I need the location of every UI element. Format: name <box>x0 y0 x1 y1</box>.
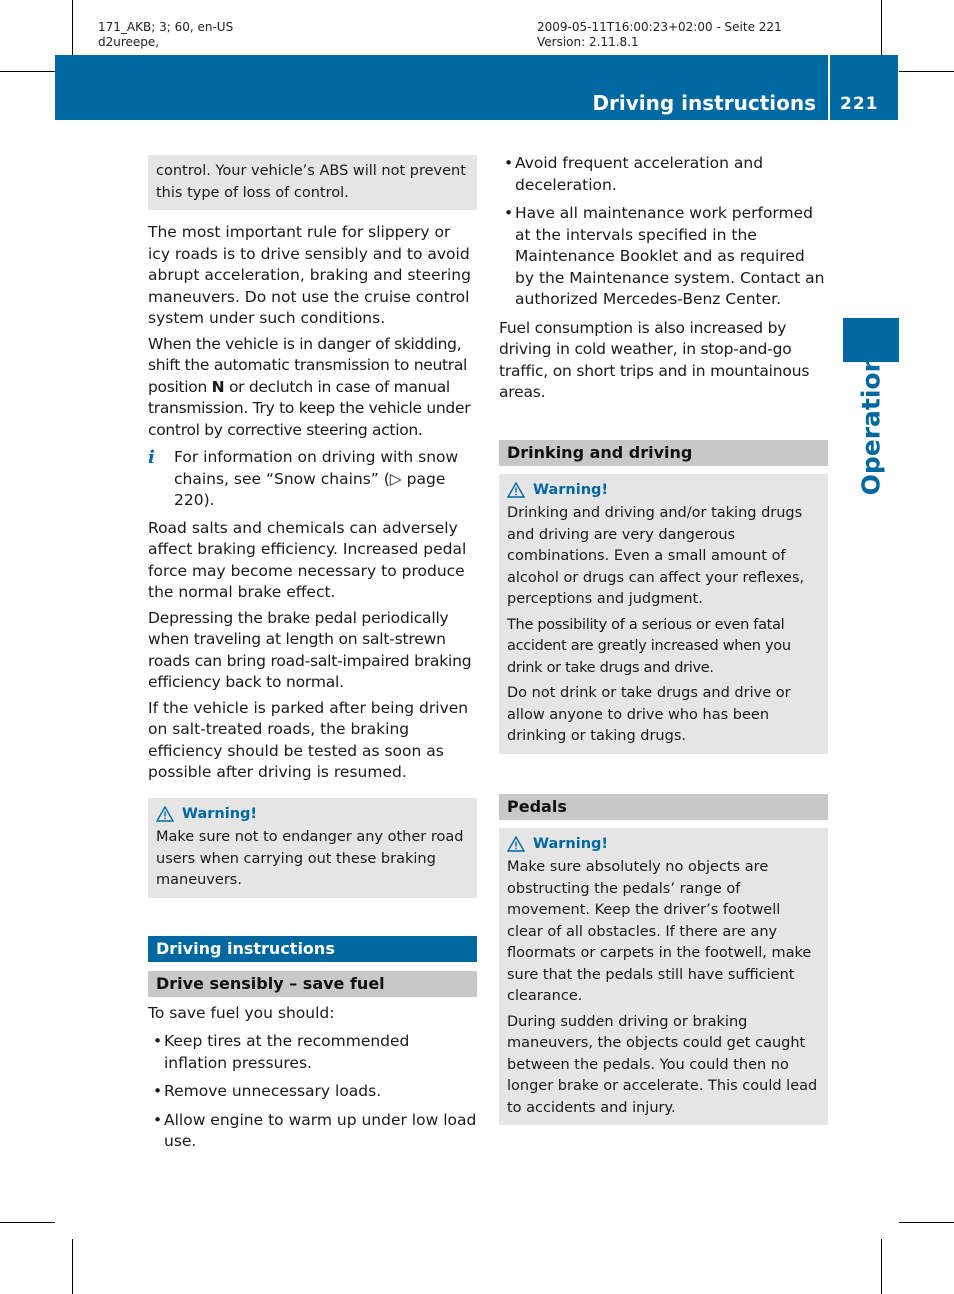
crop-mark <box>881 1239 882 1294</box>
warning-text: Drinking and driving and/or taking drugs and driving are very dangerous combinations. Even a small amount of alcohol or drugs can affect your reflexes, perceptions and judgment. <box>507 505 805 607</box>
crop-mark <box>72 1239 73 1294</box>
warning-triangle-icon <box>507 836 525 852</box>
crop-mark <box>899 71 954 72</box>
warning-title: Warning! <box>533 835 609 852</box>
crop-mark <box>899 1222 954 1223</box>
continued-warning-box <box>148 155 477 210</box>
warning-triangle-icon <box>156 806 174 822</box>
warning-box <box>499 828 828 1126</box>
paragraph <box>148 334 477 442</box>
meta-line: d2ureepe, <box>98 35 160 49</box>
fuel-tips-list <box>148 1031 477 1153</box>
warning-title: Warning! <box>533 481 609 498</box>
info-note <box>148 447 477 512</box>
list-item: • Allow engine to warm up under low load use. <box>148 1110 477 1153</box>
info-text: For information on driving with snow chains, see “Snow chains” (▷ page 220). <box>174 448 459 509</box>
paragraph: The most important rule for slippery or icy roads is to drive sensibly and to avoid abrupt acceleration, braking and steering maneuvers. Do not use the cruise control system under such conditions. <box>148 223 471 327</box>
paragraph: Fuel consumption is also increased by driving in cold weather, in stop-and-go traffic, on short trips and in mountainous areas. <box>499 318 810 401</box>
warning-triangle-icon <box>507 482 525 498</box>
paragraph: Road salts and chemicals can adversely affect braking efficiency. Increased pedal force may become necessary to produce the normal brake effect. <box>148 518 467 601</box>
warning-text: During sudden driving or braking maneuvers, the objects could get caught between the pedals. You could then no longer brake or accelerate. This could lead to accidents and injury. <box>507 1013 818 1116</box>
gear-position: N <box>211 377 225 396</box>
warning-title: Warning! <box>182 805 258 822</box>
warning-text: The possibility of a serious or even fatal accident are greatly increased when you drink or take drugs and drive. <box>507 616 791 676</box>
crop-mark <box>72 0 73 55</box>
continued-warning-text: control. Your vehicle’s ABS will not prevent this type of loss of control. <box>156 163 466 201</box>
subsection-heading: Drive sensibly – save fuel <box>148 971 477 997</box>
list-item: • Have all maintenance work performed at the intervals specified in the Maintenance Booklet and as required by the Maintenance system. Contact an authorized Mercedes-Benz Center. <box>499 203 828 311</box>
print-meta-right <box>537 20 782 50</box>
meta-line: 2009-05-11T16:00:23+02:00 - Seite 221 <box>537 20 782 34</box>
crop-mark <box>881 0 882 55</box>
warning-box <box>499 474 828 754</box>
page-header-title: Driving instructions <box>592 91 816 115</box>
side-tab-label: Operation <box>856 354 886 496</box>
fuel-tips-list-continued <box>499 153 828 311</box>
list-item: • Remove unnecessary loads. <box>148 1081 477 1103</box>
section-heading: Driving instructions <box>148 936 477 962</box>
warning-heading <box>507 480 820 502</box>
warning-text: Make sure not to endanger any other road users when carrying out these braking maneuvers. <box>156 829 464 888</box>
warning-box <box>148 798 477 898</box>
print-meta-left <box>98 20 233 50</box>
paragraph: If the vehicle is parked after being driven on salt-treated roads, the braking efficiency should be tested as soon as possible after driving is resumed. <box>148 698 469 781</box>
list-item: • Keep tires at the recommended inflation pressures. <box>148 1031 477 1074</box>
warning-text: Make sure absolutely no objects are obstructing the pedals’ range of movement. Keep the driver’s footwell clear of all obstacles. If there are any floormats or carpets in the footwell, make sure that the pedals still have sufficient clearance. <box>507 859 812 1004</box>
page-number: 221 <box>840 94 879 114</box>
header-divider <box>828 55 830 120</box>
warning-text: Do not drink or take drugs and drive or allow anyone to drive who has been drinking or taking drugs. <box>507 685 791 744</box>
crop-mark <box>0 71 55 72</box>
warning-heading <box>507 834 820 856</box>
right-column <box>499 153 828 1125</box>
paragraph-text: or declutch in case of manual transmission. Try to keep the vehicle under control by corrective steering action. <box>148 377 471 439</box>
crop-mark <box>0 1222 55 1223</box>
paragraph: To save fuel you should: <box>148 1003 335 1022</box>
meta-line: 171_AKB; 3; 60, en-US <box>98 20 234 34</box>
subsection-heading: Pedals <box>499 794 828 820</box>
subsection-heading: Drinking and driving <box>499 440 828 466</box>
warning-heading <box>156 804 469 826</box>
paragraph: Depressing the brake pedal periodically when traveling at length on salt-strewn roads can bring road-salt-impaired braking efficiency back to normal. <box>148 608 472 691</box>
paragraph-text: When the vehicle is in danger of skidding, shift the automatic transmission to neutral position <box>148 334 468 396</box>
list-item: • Avoid frequent acceleration and deceleration. <box>499 153 828 196</box>
info-icon: i <box>148 447 155 468</box>
left-column <box>148 155 477 1160</box>
meta-line: Version: 2.11.8.1 <box>537 35 639 49</box>
